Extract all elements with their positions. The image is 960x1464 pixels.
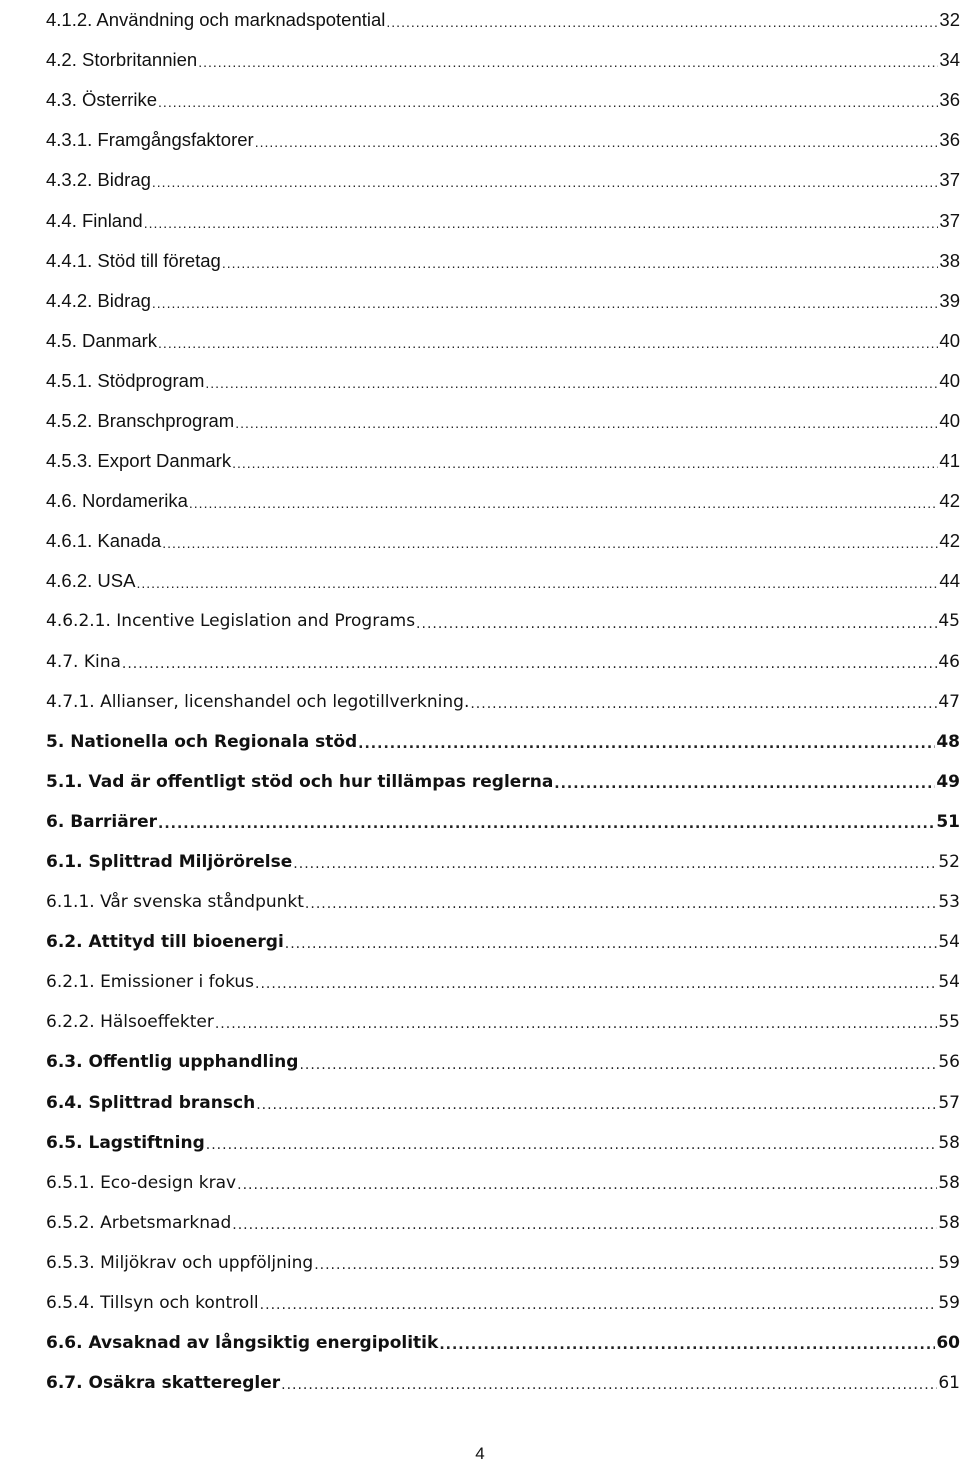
toc-entry[interactable] <box>46 401 960 441</box>
toc-entry-label: 6. Barriärer <box>46 811 157 832</box>
toc-dot-leader <box>255 134 939 160</box>
toc-entry-page: 61 <box>938 1373 960 1394</box>
toc-entry[interactable] <box>46 1203 960 1243</box>
toc-entry[interactable] <box>46 882 960 922</box>
toc-dot-leader <box>205 375 938 401</box>
toc-entry-page: 58 <box>938 1212 960 1233</box>
toc-dot-leader <box>439 1337 935 1363</box>
toc-entry[interactable] <box>46 1283 960 1323</box>
toc-dot-leader <box>222 255 939 281</box>
toc-entry-page: 39 <box>939 289 960 311</box>
toc-dot-leader <box>158 335 938 361</box>
toc-entry[interactable] <box>46 1243 960 1283</box>
toc-entry-page: 37 <box>939 169 960 191</box>
toc-entry-label: 6.5.3. Miljökrav och uppföljning <box>46 1252 314 1273</box>
toc-entry-label: 4.3.1. Framgångsfaktorer <box>46 129 254 151</box>
toc-entry-page: 40 <box>939 329 960 351</box>
table-of-contents <box>46 0 960 1403</box>
toc-entry-label: 4.4.1. Stöd till företag <box>46 249 221 271</box>
toc-entry-label: 4.2. Storbritannien <box>46 49 198 71</box>
toc-entry[interactable] <box>46 962 960 1002</box>
toc-entry-label: 4.4. Finland <box>46 209 143 231</box>
toc-entry[interactable] <box>46 0 960 40</box>
toc-entry-label: 6.5.4. Tillsyn och kontroll <box>46 1293 259 1314</box>
toc-entry[interactable] <box>46 561 960 601</box>
toc-entry-page: 37 <box>939 209 960 231</box>
toc-entry-label: 6.1.1. Vår svenska ståndpunkt <box>46 892 304 913</box>
toc-entry-page: 32 <box>939 9 960 31</box>
toc-dot-leader <box>232 1217 937 1243</box>
toc-entry-page: 38 <box>939 249 960 271</box>
toc-dot-leader <box>235 415 938 441</box>
toc-entry-label: 6.1. Splittrad Miljörörelse <box>46 852 293 873</box>
toc-entry-page: 44 <box>939 570 960 592</box>
toc-entry[interactable] <box>46 321 960 361</box>
toc-entry[interactable] <box>46 642 960 682</box>
toc-entry-page: 60 <box>936 1333 960 1354</box>
toc-dot-leader <box>237 1177 937 1203</box>
toc-entry-page: 40 <box>939 369 960 391</box>
toc-entry-label: 4.7.1. Allianser, licenshandel och legotillverkning. <box>46 691 470 712</box>
toc-entry[interactable] <box>46 682 960 722</box>
toc-entry-label: 6.7. Osäkra skatteregler <box>46 1373 281 1394</box>
toc-entry-label: 4.6.2. USA <box>46 570 136 592</box>
toc-entry-page: 47 <box>938 691 960 712</box>
toc-entry-label: 4.6.2.1. Incentive Legislation and Programs <box>46 611 416 632</box>
toc-entry-page: 46 <box>938 651 960 672</box>
toc-entry-label: 4.6.1. Kanada <box>46 530 162 552</box>
toc-entry-page: 41 <box>939 450 960 472</box>
toc-entry-page: 52 <box>938 852 960 873</box>
toc-entry[interactable] <box>46 1363 960 1403</box>
toc-dot-leader <box>358 736 935 762</box>
toc-entry-page: 45 <box>938 611 960 632</box>
toc-dot-leader <box>206 1137 938 1163</box>
toc-entry-page: 58 <box>938 1172 960 1193</box>
toc-entry-label: 6.4. Splittrad bransch <box>46 1092 256 1113</box>
toc-entry-page: 34 <box>939 49 960 71</box>
toc-entry-label: 6.5.1. Eco-design krav <box>46 1172 237 1193</box>
toc-dot-leader <box>215 1016 938 1042</box>
toc-entry[interactable] <box>46 160 960 200</box>
toc-entry[interactable] <box>46 1042 960 1082</box>
toc-entry-page: 42 <box>939 490 960 512</box>
toc-entry[interactable] <box>46 200 960 240</box>
toc-entry-label: 6.2.2. Hälsoeffekter <box>46 1012 214 1033</box>
toc-dot-leader <box>152 174 939 200</box>
page-number: 4 <box>475 1444 485 1463</box>
toc-dot-leader <box>158 94 938 120</box>
toc-dot-leader <box>281 1377 937 1403</box>
toc-entry-page: 59 <box>938 1252 960 1273</box>
toc-entry[interactable] <box>46 241 960 281</box>
toc-entry-page: 55 <box>938 1012 960 1033</box>
toc-entry[interactable] <box>46 481 960 521</box>
toc-dot-leader <box>386 14 938 40</box>
toc-dot-leader <box>189 495 939 521</box>
toc-entry[interactable] <box>46 441 960 481</box>
toc-entry-label: 5. Nationella och Regionala stöd <box>46 731 358 752</box>
toc-dot-leader <box>314 1257 937 1283</box>
toc-dot-leader <box>136 575 938 601</box>
toc-entry-page: 56 <box>938 1052 960 1073</box>
toc-entry[interactable] <box>46 40 960 80</box>
toc-entry-label: 6.5.2. Arbetsmarknad <box>46 1212 232 1233</box>
toc-entry-label: 4.3. Österrike <box>46 89 158 111</box>
toc-dot-leader <box>416 616 937 642</box>
toc-entry[interactable] <box>46 1083 960 1123</box>
toc-dot-leader <box>162 535 938 561</box>
toc-entry-page: 51 <box>936 811 960 832</box>
toc-entry[interactable] <box>46 802 960 842</box>
toc-entry-page: 59 <box>938 1293 960 1314</box>
toc-entry-page: 48 <box>936 731 960 752</box>
toc-dot-leader <box>305 896 937 922</box>
toc-entry-label: 5.1. Vad är offentligt stöd och hur tillämpas reglerna <box>46 771 554 792</box>
toc-entry-page: 57 <box>938 1092 960 1113</box>
toc-entry-label: 4.1.2. Användning och marknadspotential <box>46 9 386 31</box>
toc-dot-leader <box>158 816 935 842</box>
toc-entry-label: 4.5. Danmark <box>46 329 158 351</box>
toc-entry[interactable] <box>46 1123 960 1163</box>
toc-entry-label: 4.5.3. Export Danmark <box>46 450 232 472</box>
toc-entry-page: 36 <box>939 129 960 151</box>
toc-entry-label: 6.6. Avsaknad av långsiktig energipolitik <box>46 1333 439 1354</box>
toc-entry[interactable] <box>46 1323 960 1363</box>
toc-entry-page: 54 <box>938 972 960 993</box>
toc-entry[interactable] <box>46 922 960 962</box>
toc-entry-label: 6.2.1. Emissioner i fokus <box>46 972 255 993</box>
toc-dot-leader <box>198 54 938 80</box>
toc-dot-leader <box>299 1057 937 1083</box>
toc-entry-label: 6.2. Attityd till bioenergi <box>46 932 284 953</box>
toc-entry-label: 4.5.1. Stödprogram <box>46 369 205 391</box>
toc-dot-leader <box>144 215 939 241</box>
toc-entry-page: 53 <box>938 892 960 913</box>
toc-entry-label: 4.6. Nordamerika <box>46 490 188 512</box>
toc-entry-page: 42 <box>939 530 960 552</box>
toc-dot-leader <box>260 1297 938 1323</box>
toc-entry[interactable] <box>46 521 960 561</box>
toc-entry-page: 36 <box>939 89 960 111</box>
toc-dot-leader <box>293 856 937 882</box>
toc-entry[interactable] <box>46 1002 960 1042</box>
toc-entry[interactable] <box>46 722 960 762</box>
toc-entry-label: 6.3. Offentlig upphandling <box>46 1052 299 1073</box>
toc-entry-label: 4.7. Kina <box>46 651 121 672</box>
toc-entry[interactable] <box>46 281 960 321</box>
toc-dot-leader <box>285 936 938 962</box>
toc-entry[interactable] <box>46 80 960 120</box>
toc-entry[interactable] <box>46 842 960 882</box>
toc-entry-page: 54 <box>938 932 960 953</box>
toc-entry-label: 4.5.2. Branschprogram <box>46 409 235 431</box>
toc-entry[interactable] <box>46 762 960 802</box>
toc-entry-label: 4.4.2. Bidrag <box>46 289 151 311</box>
toc-dot-leader <box>554 776 935 802</box>
toc-entry[interactable] <box>46 601 960 641</box>
toc-entry-label: 4.3.2. Bidrag <box>46 169 151 191</box>
toc-dot-leader <box>256 1097 937 1123</box>
toc-dot-leader <box>122 656 937 682</box>
toc-entry-page: 40 <box>939 409 960 431</box>
toc-entry-page: 49 <box>936 771 960 792</box>
toc-entry-label: 6.5. Lagstiftning <box>46 1132 205 1153</box>
toc-entry[interactable] <box>46 120 960 160</box>
toc-entry-page: 58 <box>938 1132 960 1153</box>
toc-entry[interactable] <box>46 361 960 401</box>
toc-dot-leader <box>255 976 937 1002</box>
toc-dot-leader <box>232 455 938 481</box>
toc-entry[interactable] <box>46 1163 960 1203</box>
toc-dot-leader <box>470 696 937 722</box>
toc-dot-leader <box>152 295 939 321</box>
